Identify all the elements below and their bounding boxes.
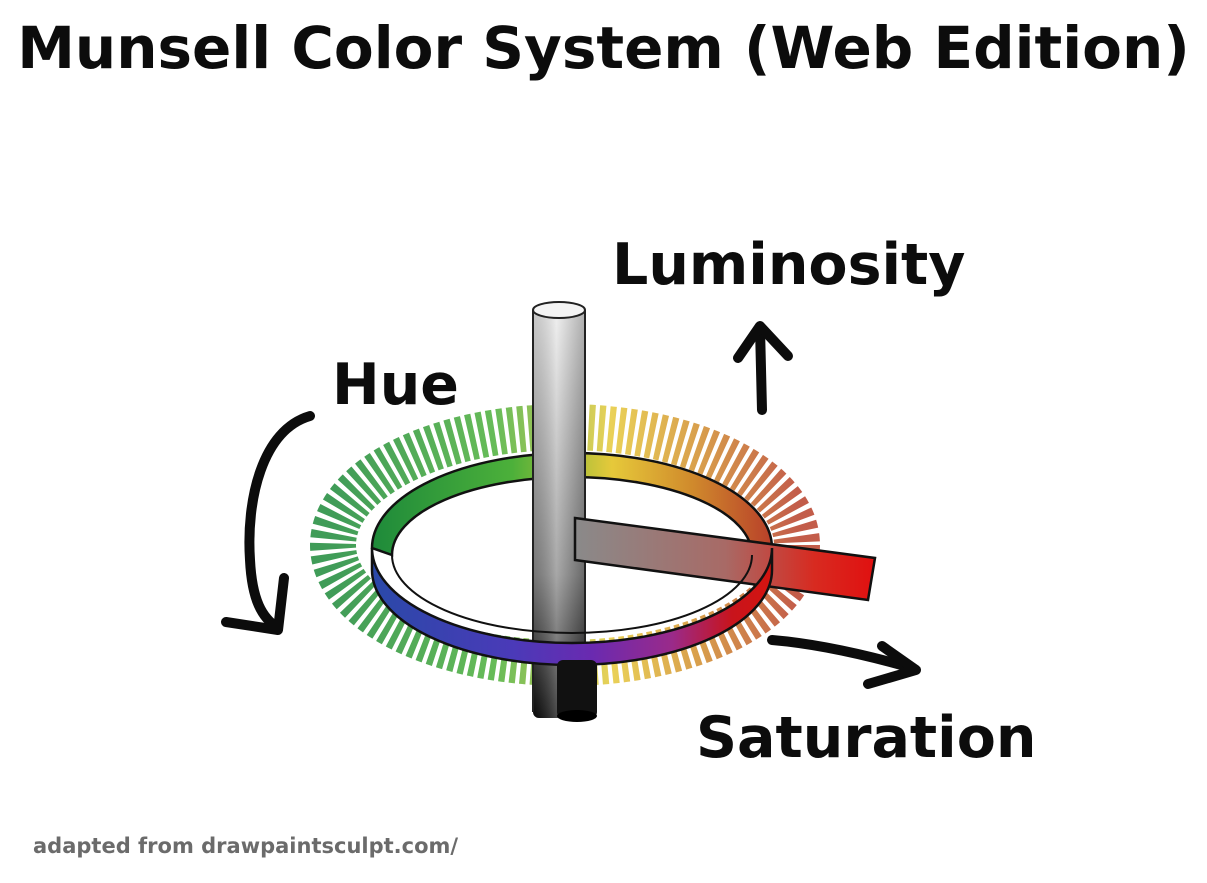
luminosity-axis-base bbox=[557, 660, 597, 718]
saturation-bar bbox=[575, 518, 875, 600]
saturation-label: Saturation bbox=[696, 705, 1037, 771]
saturation-arrow bbox=[772, 640, 916, 684]
luminosity-arrow bbox=[738, 326, 788, 410]
hue-arrow bbox=[226, 416, 310, 630]
luminosity-label: Luminosity bbox=[612, 232, 966, 298]
source-credit: adapted from drawpaintsculpt.com/ bbox=[33, 834, 459, 858]
diagram-title: Munsell Color System (Web Edition) bbox=[17, 14, 1190, 82]
hue-label: Hue bbox=[332, 352, 459, 418]
